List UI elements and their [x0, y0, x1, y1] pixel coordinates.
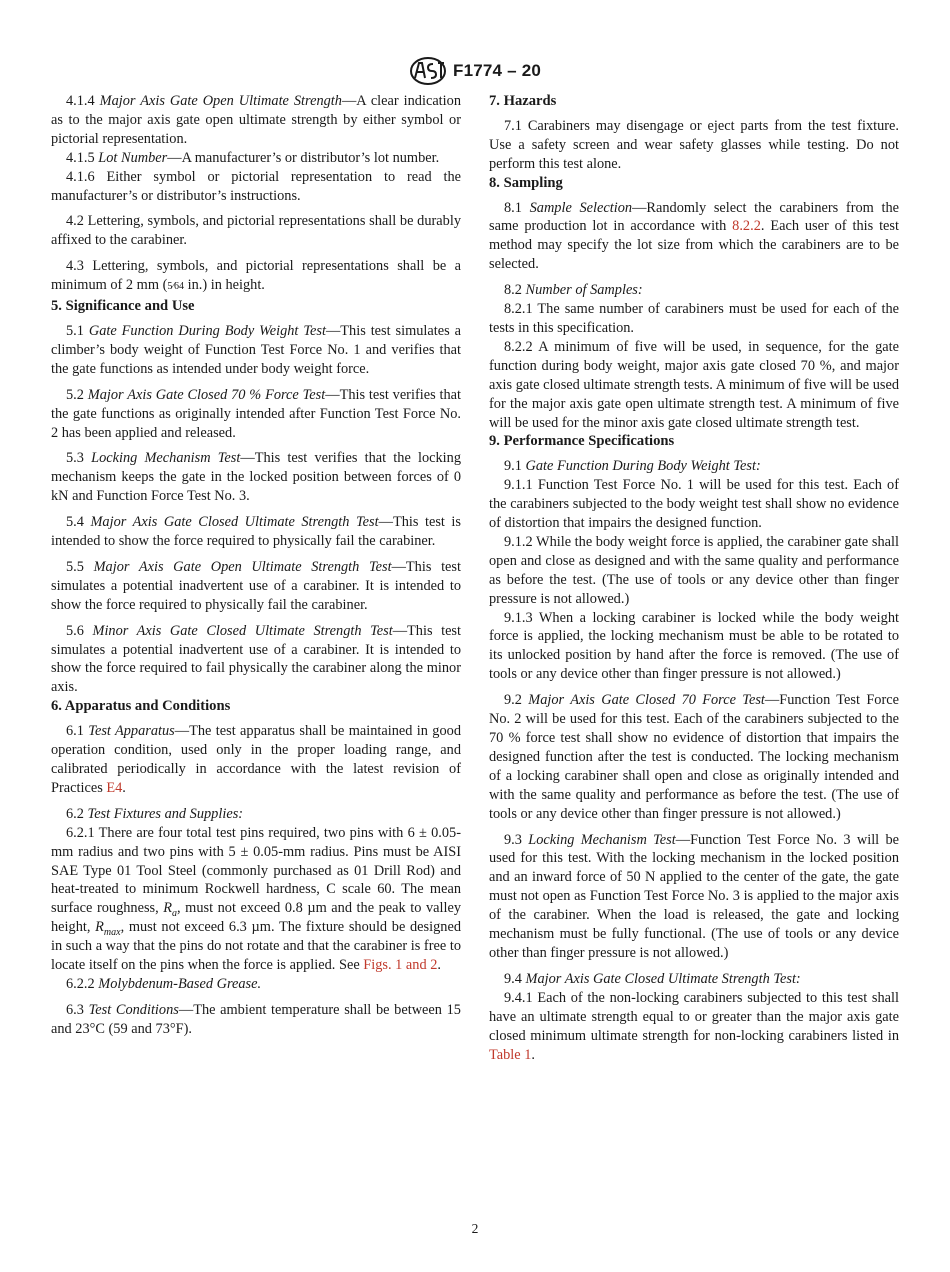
- astm-logo-icon: [409, 56, 447, 86]
- reference-link-e4[interactable]: E4: [106, 779, 123, 796]
- paragraph-4-1-5: 4.1.5 Lot Number—A manufacturer’s or distributor’s lot number.: [66, 149, 440, 166]
- paragraph-4-2: 4.2 Lettering, symbols, and pictorial representations shall be durably affixed to the carabiner.: [51, 213, 461, 249]
- paragraph-6-2: 6.2 Test Fixtures and Supplies:: [66, 805, 244, 822]
- paragraph-9-4-1: 9.4.1 Each of the non-locking carabiners subjected to this test shall have an ultimate strength equal to or greater than the major axis gate closed minimum ultimate strength for non-locking carabiners listed in Table 1.: [489, 989, 899, 1063]
- reference-link-figs[interactable]: Figs. 1 and 2: [363, 957, 438, 974]
- paragraph-9-1-1: 9.1.1 Function Test Force No. 1 will be used for this test. Each of the carabiners subjected to the body weight test shall show no evidence of distortion that impairs the designed function.: [489, 477, 899, 532]
- paragraph-8-2: 8.2 Number of Samples:: [504, 282, 643, 299]
- paragraph-9-2: 9.2 Major Axis Gate Closed 70 Force Test—Function Test Force No. 2 will be used for this test. Each of the carabiners subjected to the 70 % force test shall show no evidence of distortion that impairs the designed function after the test is conducted. The locking mechanism of a locking carabiner shall open and close as originally intended and with the same quality and performance as before the test. (The use of tools or any device other than finger pressure is not allowed.): [489, 692, 899, 822]
- paragraph-9-1-3: 9.1.3 When a locking carabiner is locked while the body weight force is applied, the locking mechanism must be able to be rotated to its unlocked position by hand after the force is removed. (The use of tools or any device other than finger pressure is not allowed.): [489, 609, 899, 683]
- paragraph-4-1-6: 4.1.6 Either symbol or pictorial representation to read the manufacturer’s or distributor’s instructions.: [51, 168, 461, 204]
- section-heading-9: 9. Performance Specifications: [489, 433, 675, 450]
- section-heading-5: 5. Significance and Use: [51, 298, 195, 315]
- paragraph-5-6: 5.6 Minor Axis Gate Closed Ultimate Strength Test—This test simulates a potential inadvertent use of a carabiner. It is intended to show the force required to fail physically the carabiner along the minor axis.: [51, 622, 461, 696]
- section-heading-7: 7. Hazards: [489, 93, 557, 109]
- paragraph-6-3: 6.3 Test Conditions—The ambient temperature shall be between 15 and 23°C (59 and 73°F).: [51, 1001, 461, 1037]
- paragraph-9-4: 9.4 Major Axis Gate Closed Ultimate Strength Test:: [504, 970, 801, 987]
- paragraph-5-1: 5.1 Gate Function During Body Weight Test—This test simulates a climber’s body weight of Function Test Force No. 1 and verifies that the gate functions as intended under body weight force.: [51, 322, 461, 377]
- paragraph-6-2-2: 6.2.2 Molybdenum-Based Grease.: [66, 975, 262, 992]
- paragraph-8-2-1: 8.2.1 The same number of carabiners must be used for each of the tests in this specification.: [489, 301, 899, 336]
- page-number: 2: [471, 1221, 479, 1236]
- reference-link-table-1[interactable]: Table 1: [489, 1046, 532, 1063]
- reference-link-8-2-2[interactable]: 8.2.2: [732, 218, 761, 235]
- standard-designation: F1774 – 20: [452, 61, 541, 80]
- right-column: [489, 92, 899, 1064]
- paragraph-7-1: 7.1 Carabiners may disengage or eject parts from the test fixture. Use a safety screen and wear safety glasses while testing. Do not perform this test alone.: [489, 117, 899, 172]
- paragraph-8-1: 8.1 Sample Selection—Randomly select the carabiners from the same production lot in accordance with 8.2.2. Each user of this test method may specify the lot size from which the carabiners are to be selected.: [489, 199, 899, 273]
- paragraph-8-2-2: 8.2.2 A minimum of five will be used, in sequence, for the gate function during body weight, major axis gate closed 70 %, and major axis gate closed ultimate strength tests. A minimum of five will be used for the major axis gate open ultimate strength test. A minimum of five will be used for the minor axis gate closed ultimate strength test.: [489, 338, 899, 431]
- paragraph-6-1: 6.1 Test Apparatus—The test apparatus shall be maintained in good operation condition, used only in the proper loading range, and calibrated periodically in accordance with the latest revision of Practices E4.: [51, 723, 461, 796]
- section-heading-8: 8. Sampling: [489, 174, 563, 191]
- paragraph-5-3: 5.3 Locking Mechanism Test—This test verifies that the locking mechanism keeps the gate in the locked position between forces of 0 kN and Function Force Test No. 3.: [51, 450, 461, 505]
- paragraph-9-1: 9.1 Gate Function During Body Weight Test:: [504, 458, 761, 475]
- page-header: [0, 56, 950, 86]
- section-heading-6: 6. Apparatus and Conditions: [51, 698, 231, 715]
- paragraph-5-5: 5.5 Major Axis Gate Open Ultimate Strength Test—This test simulates a potential inadvertent use of a carabiner. It is intended to show the force required to physically fail the carabiner.: [51, 558, 461, 613]
- paragraph-4-3: 4.3 Lettering, symbols, and pictorial representations shall be a minimum of 2 mm (5⁄64 in.) in height.: [51, 258, 461, 294]
- paragraph-4-1-4: 4.1.4 Major Axis Gate Open Ultimate Strength—A clear indication as to the major axis gate open ultimate strength by either symbol or pictorial representation.: [51, 93, 461, 147]
- left-column: [51, 92, 461, 1039]
- paragraph-9-1-2: 9.1.2 While the body weight force is applied, the carabiner gate shall open and close as designed and with the same quality and performance as before the test. (The use of tools or any device other than finger pressure is not allowed.): [489, 533, 899, 607]
- paragraph-5-4: 5.4 Major Axis Gate Closed Ultimate Strength Test—This test is intended to show the force required to physically fail the carabiner.: [51, 514, 461, 550]
- paragraph-9-3: 9.3 Locking Mechanism Test—Function Test Force No. 3 will be used for this test. With the locking mechanism in the locked position and an inward force of 50 N applied to the center of the gate, the gate must not open as Function Test Force No. 3 is applied to the major axis of the carabiner. When the load is released, the gate and locking mechanism must be fully functional. (The use of tools or any device other than finger pressure is not allowed.): [489, 831, 899, 961]
- paragraph-6-2-1: 6.2.1 There are four total test pins required, two pins with 6 ± 0.05-mm radius and two pins with 5 ± 0.05-mm radius. Pins must be AISI SAE Type 01 Tool Steel (commonly purchased as 01 Drill Rod) and heat-treated to minimum Rockwell hardness, C scale 60. The mean surface roughness, $R_a$, must not exceed 0.8 µm and the peak to valley height, $R_{max}$, must not exceed 6.3 µm. The fixture should be designed in such a way that the pins do not rotate and that the carabiner is free to locate itself on the pins when the force is applied. See Figs. 1 and 2.: [51, 824, 461, 974]
- paragraph-5-2: 5.2 Major Axis Gate Closed 70 % Force Test—This test verifies that the gate functions as originally intended after Function Test Force No. 2 has been applied and released.: [51, 386, 461, 441]
